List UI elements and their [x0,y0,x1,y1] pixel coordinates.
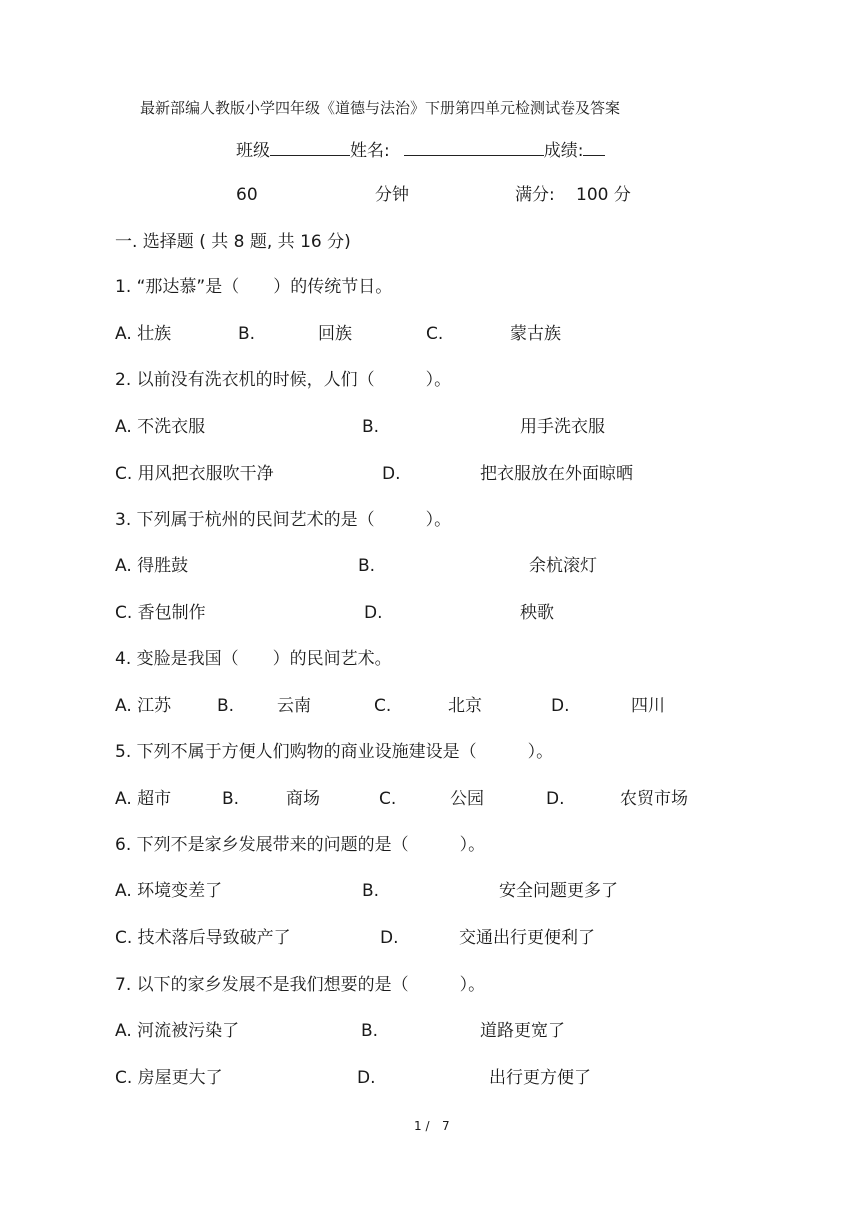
class-blank [270,139,350,156]
q1-option-a: A. 壮族 [115,324,172,344]
q5-option-d-text: 农贸市场 [620,789,688,809]
q3-option-c: C. 香包制作 [115,603,206,623]
q3-option-b-label: B. [358,556,376,576]
q2-option-b-text: 用手洗衣服 [520,417,605,437]
score-blank [583,139,605,156]
q5-option-b-label: B. [222,789,240,809]
student-info-row [236,139,605,162]
time-value: 60 [236,185,258,205]
q3-option-b-text: 余杭滚灯 [529,556,597,576]
name-label: 姓名: [350,141,390,161]
q3-option-d-label: D. [364,603,383,623]
question-3: 3. 下列属于杭州的民间艺术的是（ ）。 [115,510,452,530]
full-score-value: 100 分 [576,185,631,205]
class-label: 班级 [236,141,270,161]
question-6: 6. 下列不是家乡发展带来的问题的是（ ）。 [115,835,486,855]
q2-option-d-text: 把衣服放在外面晾晒 [480,464,633,484]
question-2: 2. 以前没有洗衣机的时候，人们（ ）。 [115,370,452,390]
q3-option-d-text: 秧歌 [520,603,554,623]
q6-option-a: A. 环境变差了 [115,881,223,901]
q5-option-c-text: 公园 [450,789,484,809]
q5-option-c-label: C. [379,789,397,809]
q2-option-d-label: D. [382,464,401,484]
q5-option-a: A. 超市 [115,789,172,809]
q7-option-c: C. 房屋更大了 [115,1068,223,1088]
q4-option-d-text: 四川 [631,696,665,716]
q6-option-d-text: 交通出行更便利了 [459,928,595,948]
page-number: 1 / [414,1119,430,1133]
q6-option-d-label: D. [380,928,399,948]
q4-option-c-text: 北京 [448,696,482,716]
q2-option-c: C. 用风把衣服吹干净 [115,464,274,484]
q7-option-a: A. 河流被污染了 [115,1021,240,1041]
q4-option-c-label: C. [374,696,392,716]
q4-option-a: A. 江苏 [115,696,172,716]
q1-option-b-label: B. [238,324,256,344]
q6-option-b-label: B. [362,881,380,901]
q1-option-c-label: C. [426,324,444,344]
q7-option-b-label: B. [361,1021,379,1041]
q5-option-b-text: 商场 [286,789,320,809]
q3-option-a: A. 得胜鼓 [115,556,189,576]
question-7: 7. 以下的家乡发展不是我们想要的是（ ）。 [115,975,486,995]
full-score-label: 满分: [515,185,555,205]
question-5: 5. 下列不属于方便人们购物的商业设施建设是（ ）。 [115,742,554,762]
q1-option-b-text: 回族 [318,324,352,344]
page-title: 最新部编人教版小学四年级《道德与法治》下册第四单元检测试卷及答案 [140,99,621,117]
q2-option-a: A. 不洗衣服 [115,417,206,437]
q1-option-c-text: 蒙古族 [510,324,561,344]
score-label: 成绩: [543,141,584,161]
page-total: 7 [442,1119,450,1133]
q4-option-b-text: 云南 [277,696,311,716]
q2-option-b-label: B. [362,417,380,437]
q7-option-d-label: D. [357,1068,376,1088]
q7-option-b-text: 道路更宽了 [480,1021,565,1041]
name-blank [404,139,544,156]
q5-option-d-label: D. [546,789,565,809]
q4-option-b-label: B. [217,696,235,716]
section-heading: 一. 选择题 ( 共 8 题, 共 16 分) [115,232,351,252]
question-1: 1. “那达慕”是（ ）的传统节日。 [115,277,393,297]
q6-option-c: C. 技术落后导致破产了 [115,928,291,948]
q7-option-d-text: 出行更方便了 [489,1068,591,1088]
question-4: 4. 变脸是我国（ ）的民间艺术。 [115,649,392,669]
time-unit: 分钟 [375,185,409,205]
q4-option-d-label: D. [551,696,570,716]
q6-option-b-text: 安全问题更多了 [499,881,618,901]
